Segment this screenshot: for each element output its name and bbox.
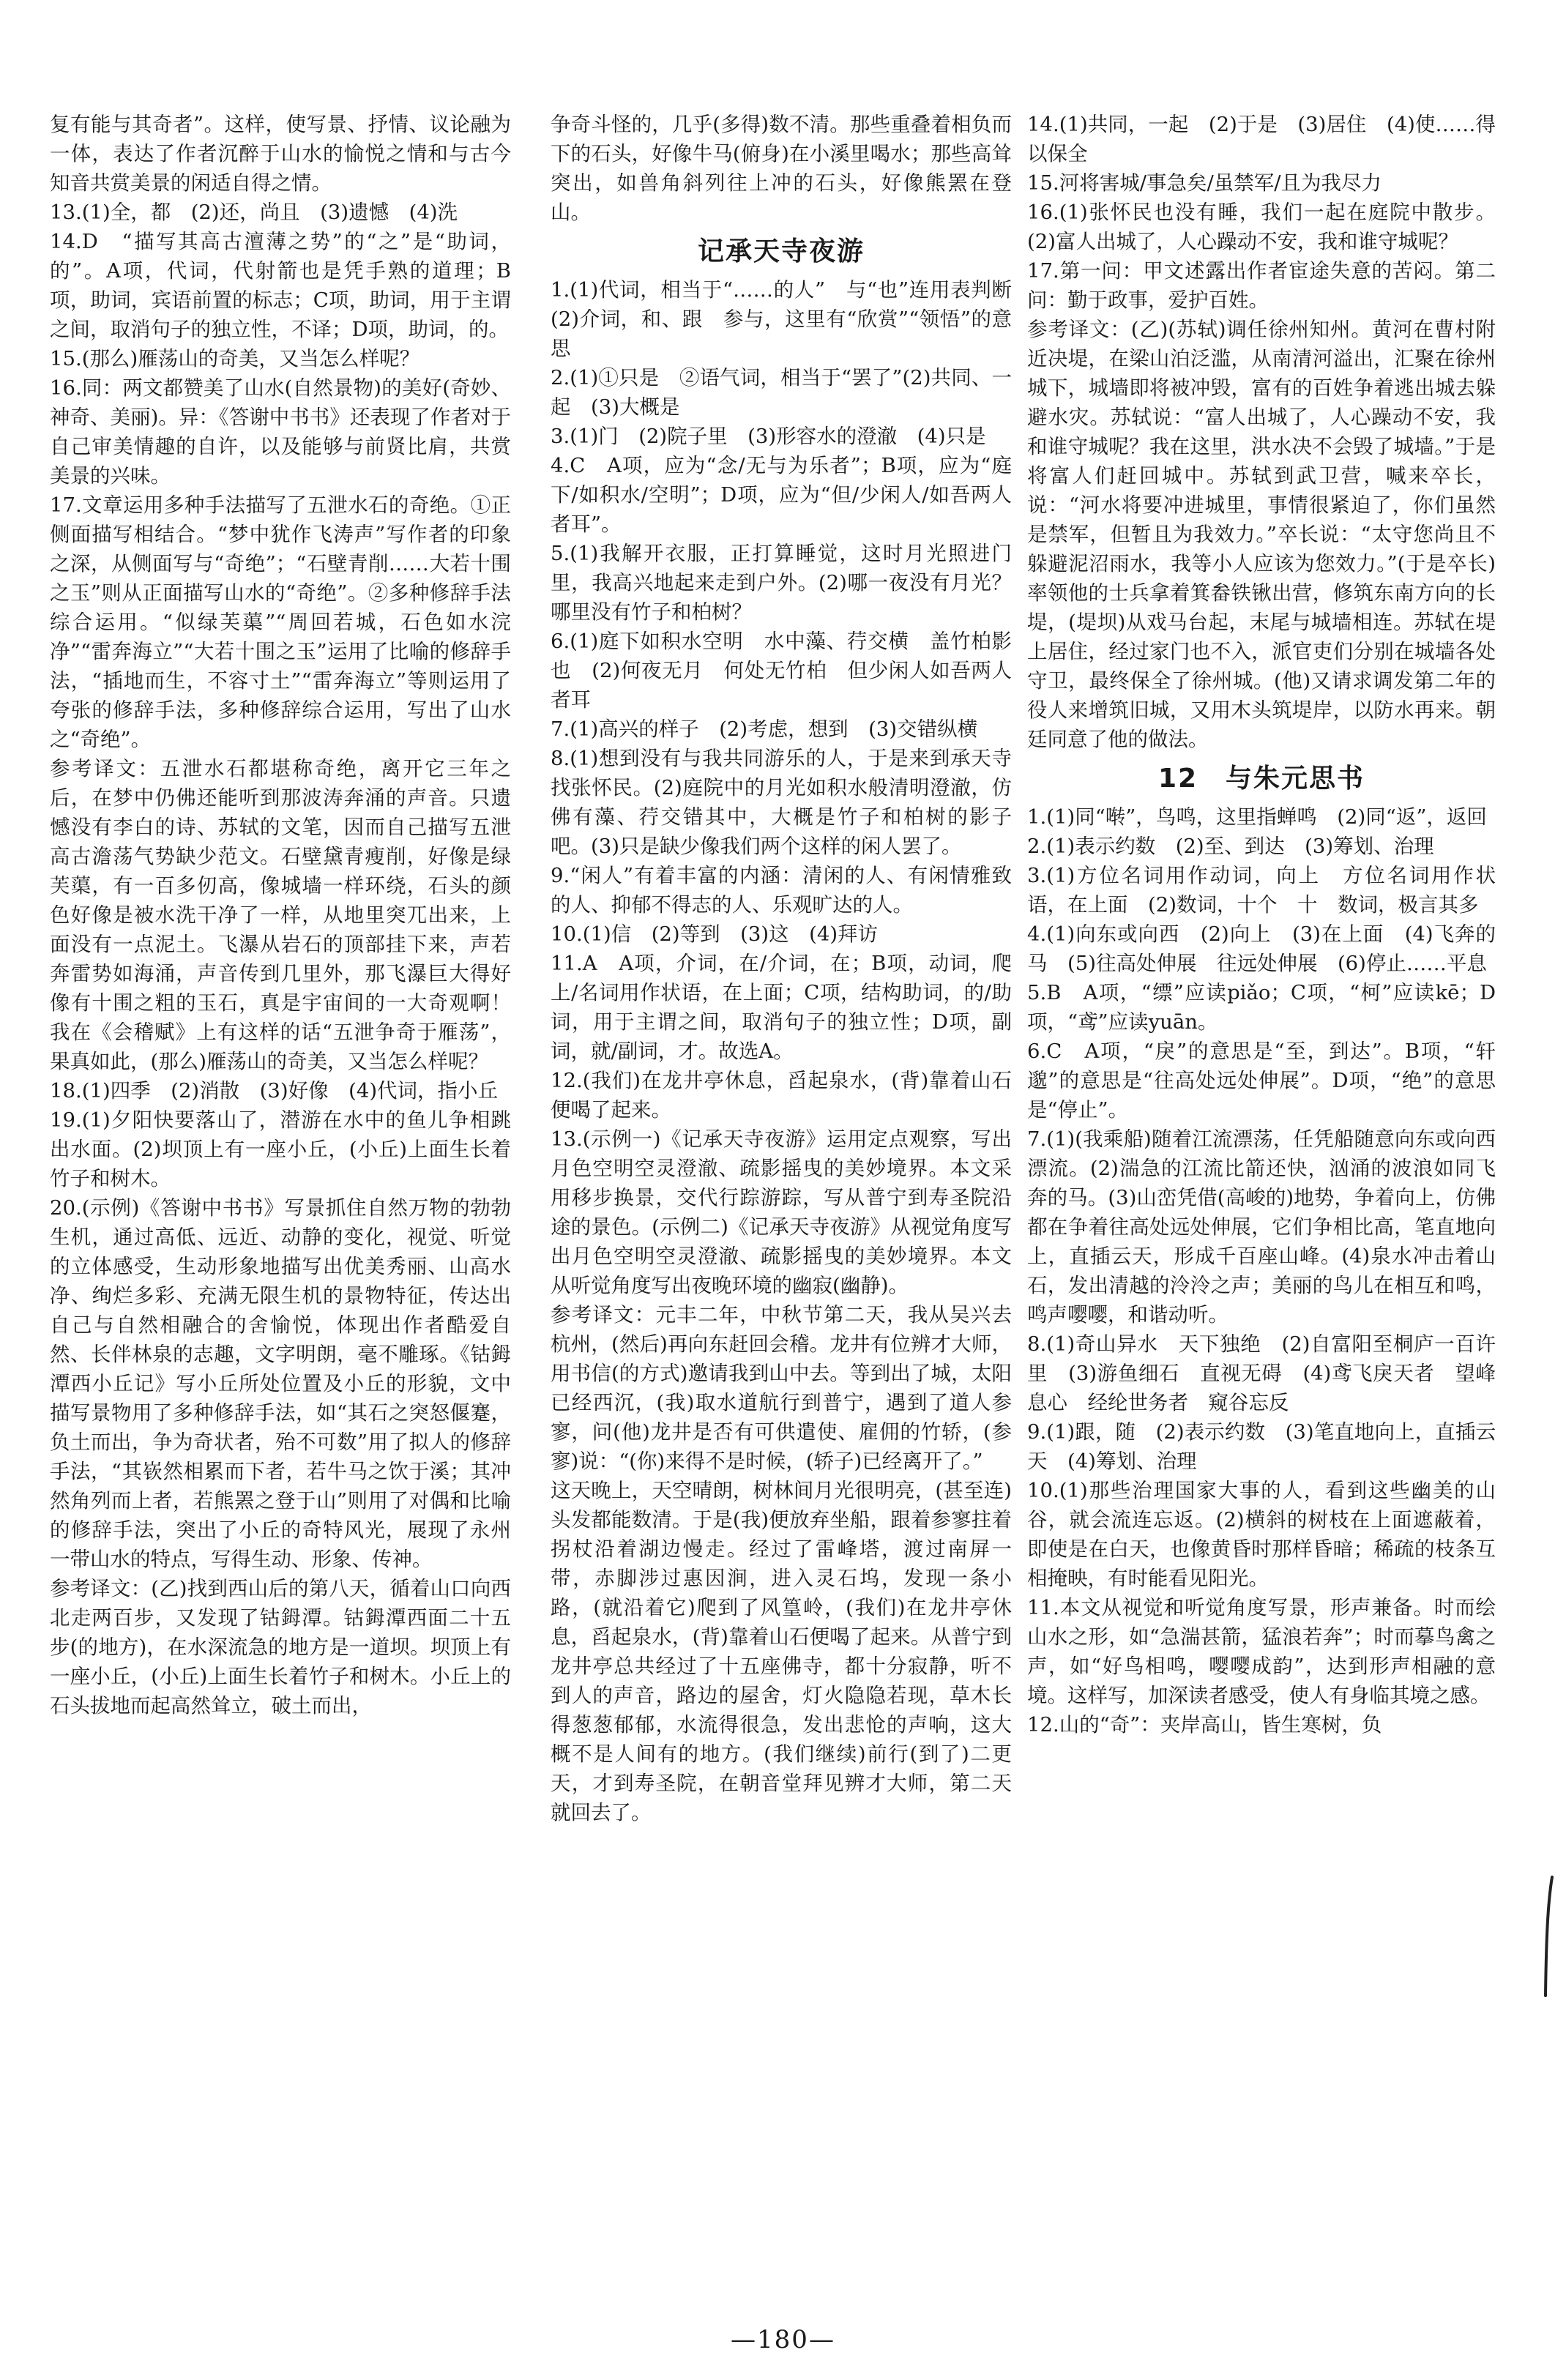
answer-paragraph: 16.同：两文都赞美了山水(自然景物)的美好(奇妙、神奇、美丽)。异：《答谢中书书》还表现了作者对于自己审美情趣的自许，以及能够与前贤比肩，共赏美景的兴味。: [50, 376, 511, 488]
section-heading: 记承天寺夜游: [697, 236, 865, 266]
answer-paragraph: 参考译文：元丰二年，中秋节第二天，我从吴兴去杭州，(然后)再向东赶回会稽。龙井有位辨才大师，用书信(的方式)邀请我到山中去。等到出了城，太阳已经西沉，(我)取水道航行到普宁，遇到了道人参寥，问(他)龙井是否有可供遣使、雇佣的竹轿，(参寥)说：“(你)来得不是时候，(轿子)已经离开了。”: [551, 1303, 1012, 1473]
answer-paragraph: 9.(1)跟，随 (2)表示约数 (3)笔直地向上，直插云天 (4)筹划、治理: [1027, 1420, 1496, 1473]
answer-paragraph: 8.(1)想到没有与我共同游乐的人，于是来到承天寺找张怀民。(2)庭院中的月光如积水般清明澄澈，仿佛有藻、荇交错其中，大概是竹子和柏树的影子吧。(3)只是缺少像我们两个这样的闲人罢了。: [551, 747, 1012, 858]
answer-paragraph: 10.(1)信 (2)等到 (3)这 (4)拜访: [551, 922, 879, 946]
answer-paragraph: 2.(1)①只是 ②语气词，相当于“罢了”(2)共同、一起 (3)大概是: [551, 366, 1012, 419]
answer-paragraph: 8.(1)奇山异水 天下独绝 (2)自富阳至桐庐一百许里 (3)游鱼细石 直视无碍 (4)鸢飞戾天者 望峰息心 经纶世务者 窥谷忘反: [1027, 1332, 1496, 1414]
section-heading: 12 与朱元思书: [1157, 764, 1365, 794]
answer-paragraph: 16.(1)张怀民也没有睡，我们一起在庭院中散步。(2)富人出城了，人心躁动不安，我和谁守城呢？: [1027, 201, 1496, 253]
answer-paragraph: 17.第一问：甲文述露出作者宦途失意的苦闷。第二问：勤于政事，爱护百姓。: [1027, 259, 1496, 312]
answer-paragraph: 4.C A项，应为“念/无与为乐者”；B项，应为“庭下/如积水/空明”；D项，应为“但/少闲人/如吾两人者耳”。: [551, 454, 1012, 536]
answer-paragraph: 13.(示例一)《记承天寺夜游》运用定点观察，写出月色空明空灵澄澈、疏影摇曳的美妙境界。本文采用移步换景，交代行踪游踪，写从普宁到寿圣院沿途的景色。(示例二)《记承天寺夜游》从视觉角度写出月色空明空灵澄澈、疏影摇曳的美妙境界。本文从听觉角度写出夜晚环境的幽寂(幽静)。: [551, 1127, 1012, 1297]
answer-paragraph: 5.B A项，“缥”应读piǎo；C项，“柯”应读kē；D项，“鸢”应读yuān。: [1027, 981, 1496, 1034]
answer-paragraph: 6.(1)庭下如积水空明 水中藻、荇交横 盖竹柏影也 (2)何夜无月 何处无竹柏 但少闲人如吾两人者耳: [551, 630, 1012, 712]
answer-paragraph: 12.山的“奇”：夹岸高山，皆生寒树，负: [1027, 1713, 1382, 1736]
answer-paragraph: 这天晚上，天空晴朗，树林间月光很明亮，(甚至连)头发都能数清。于是(我)便放弃坐船，跟着参寥拄着拐杖沿着湖边慢走。经过了雷峰塔，渡过南屏一带，赤脚涉过惠因涧，进入灵石坞，发现一条小路，(就沿着它)爬到了风篁岭，(我们)在龙井亭休息，舀起泉水，(背)靠着山石便喝了起来。从普宁到龙井亭总共经过了十五座佛寺，都十分寂静，听不到人的声音，路边的屋舍，灯火隐隐若现，草木长得葱葱郁郁，水流得很急，发出悲怆的声响，这大概不是人间有的地方。(我们继续)前行(到了)二更天，才到寿圣院，在朝音堂拜见辨才大师，第二天就回去了。: [551, 1479, 1012, 1824]
pen-mark: [1543, 1874, 1555, 1999]
answer-paragraph: 参考译文：(乙)找到西山后的第八天，循着山口向西北走两百步，又发现了钴鉧潭。钴鉧潭西面二十五步(的地方)，在水深流急的地方是一道坝。坝顶上有一座小丘，(小丘)上面生长着竹子和树木。小丘上的石头拔地而起高然耸立，破土而出，: [50, 1577, 511, 1717]
answer-paragraph: 参考译文：(乙)(苏轼)调任徐州知州。黄河在曹村附近决堤，在梁山泊泛滥，从南清河溢出，汇聚在徐州城下，城墙即将被冲毁，富有的百姓争着逃出城去躲避水灾。苏轼说：“富人出城了，人心躁动不安，我和谁守城呢？我在这里，洪水决不会毁了城墙。”于是将富人们赶回城中。苏轼到武卫营，喊来卒长，说：“河水将要冲进城里，事情很紧迫了，你们虽然是禁军，但暂且为我效力。”卒长说：“太守您尚且不躲避泥沼雨水，我等小人应该为您效力。”(于是卒长)率领他的士兵拿着箕畚铁锹出营，修筑东南方向的长堤，(堤坝)从戏马台起，末尾与城墙相连。苏轼在堤上居住，经过家门也不入，派官吏们分别在城墙各处守卫，最终保全了徐州城。(他)又请求调发第二年的役人来增筑旧城，又用木头筑堤岸，以防水再来。朝廷同意了他的做法。: [1027, 318, 1496, 751]
answer-paragraph: 6.C A项，“戾”的意思是“至，到达”。B项，“轩邈”的意思是“往高处远处伸展”。D项，“绝”的意思是“停止”。: [1027, 1040, 1496, 1122]
answer-paragraph: 4.(1)向东或向西 (2)向上 (3)在上面 (4)飞奔的马 (5)往高处伸展 往远处伸展 (6)停止……平息: [1027, 922, 1496, 975]
answer-paragraph: 9.“闲人”有着丰富的内涵：清闲的人、有闲情雅致的人、抑郁不得志的人、乐观旷达的人。: [551, 864, 1012, 917]
answer-paragraph: 13.(1)全，都 (2)还，尚且 (3)遗憾 (4)洗: [50, 201, 458, 224]
answer-paragraph: 12.(我们)在龙井亭休息，舀起泉水，(背)靠着山石便喝了起来。: [551, 1069, 1012, 1122]
answer-paragraph: 14.D “描写其高古澶薄之势”的“之”是“助词，的”。A项，代词，代射箭也是凭手熟的道理；B项，助词，宾语前置的标志；C项，助词，用于主谓之间，取消句子的独立性，不译；D项，助词，的。: [50, 230, 511, 341]
answer-paragraph: 3.(1)门 (2)院子里 (3)形容水的澄澈 (4)只是: [551, 425, 986, 448]
answer-paragraph: 14.(1)共同，一起 (2)于是 (3)居住 (4)使……得以保全: [1027, 113, 1496, 165]
page-number: —180—: [731, 2325, 835, 2354]
answer-paragraph: 11.本文从视觉和听觉角度写景，形声兼备。时而绘山水之形，如“急湍甚箭，猛浪若奔”；时而摹鸟禽之声，如“好鸟相鸣，嘤嘤成韵”，达到形声相融的意境。这样写，加深读者感受，使人有身临其境之感。: [1027, 1596, 1496, 1707]
column-middle: [551, 110, 1032, 2269]
column-left: [50, 110, 511, 2269]
answer-paragraph: 11.A A项，介词，在/介词，在；B项，动词，爬上/名词用作状语，在上面；C项，结构助词，的/助词，用于主谓之间，取消句子的独立性；D项，副词，就/副词，才。故选A。: [551, 952, 1012, 1063]
answer-paragraph: 17.文章运用多种手法描写了五泄水石的奇绝。①正侧面描写相结合。“梦中犹作飞涛声”写作者的印象之深，从侧面写与“奇绝”；“石壁青削……大若十围之玉”则从正面描写山水的“奇绝”。②多种修辞手法综合运用。“似绿芙蕖”“周回若城，石色如水浣净”“雷奔海立”“大若十围之玉”运用了比喻的修辞手法，“插地而生，不容寸土”“雷奔海立”等则运用了夸张的修辞手法，多种修辞综合运用，写出了山水之“奇绝”。: [50, 493, 511, 751]
answer-paragraph: 15.(那么)雁荡山的奇美，又当怎么样呢？: [50, 347, 420, 370]
answer-paragraph: 19.(1)夕阳快要落山了，潜游在水中的鱼儿争相跳出水面。(2)坝顶上有一座小丘，(小丘)上面生长着竹子和树木。: [50, 1108, 511, 1190]
answer-paragraph: 复有能与其奇者”。这样，使写景、抒情、议论融为一体，表达了作者沉醉于山水的愉悦之情和与古今知音共赏美景的闲适自得之情。: [50, 113, 511, 195]
answer-paragraph: 10.(1)那些治理国家大事的人，看到这些幽美的山谷，就会流连忘返。(2)横斜的树枝在上面遮蔽着，即使是在白天，也像黄昏时那样昏暗；稀疏的枝条互相掩映，有时能看见阳光。: [1027, 1479, 1496, 1590]
answer-paragraph: 2.(1)表示约数 (2)至、到达 (3)筹划、治理: [1027, 835, 1434, 858]
answer-paragraph: 参考译文：五泄水石都堪称奇绝，离开它三年之后，在梦中仍佛还能听到那波涛奔涌的声音。只遗憾没有李白的诗、苏轼的文笔，因而自己描写五泄高古澹荡气势缺少范文。石壁黛青瘦削，好像是绿芙蕖，有一百多仞高，像城墙一样环绕，石头的颜色好像是被水洗干净了一样，从地里突兀出来，上面没有一点泥土。飞瀑从岩石的顶部挂下来，声若奔雷势如海涌，声音传到几里外，那飞瀑巨大得好像有十围之粗的玉石，真是宇宙间的一大奇观啊！我在《会稽赋》上有这样的话“五泄争奇于雁荡”，果真如此，(那么)雁荡山的奇美，又当怎么样呢？: [50, 757, 511, 1073]
answer-paragraph: 7.(1)(我乘船)随着江流漂荡，任凭船随意向东或向西漂流。(2)湍急的江流比箭还快，汹涌的波浪如同飞奔的马。(3)山峦凭借(高峻的)地势，争着向上，仿佛都在争着往高处远处伸展，它们争相比高，笔直地向上，直插云天，形成千百座山峰。(4)泉水冲击着山石，发出清越的泠泠之声；美丽的鸟儿在相互和鸣，鸣声嘤嘤，和谐动听。: [1027, 1127, 1496, 1327]
answer-paragraph: 1.(1)代词，相当于“……的人” 与“也”连用表判断 (2)介词，和、跟 参与，这里有“欣赏”“领悟”的意思: [551, 278, 1032, 360]
answer-paragraph: 争奇斗怪的，几乎(多得)数不清。那些重叠着相负而下的石头，好像牛马(俯身)在小溪里喝水；那些高耸突出，如兽角斜列往上冲的石头，好像熊罴在登山。: [551, 113, 1012, 224]
answer-paragraph: 3.(1)方位名词用作动词，向上 方位名词用作状语，在上面 (2)数词，十个 十 数词，极言其多: [1027, 864, 1496, 917]
answer-paragraph: 20.(示例)《答谢中书书》写景抓住自然万物的勃勃生机，通过高低、远近、动静的变化，视觉、听觉的立体感受，生动形象地描写出优美秀丽、山高水净、绚烂多彩、充满无限生机的景物特征，传达出自己与自然相融合的舍愉悦，体现出作者酷爱自然、长伴林泉的志趣，文字明朗，毫不雕琢。《钴鉧潭西小丘记》写小丘所处位置及小丘的形貌，文中描写景物用了多种修辞手法，如“其石之突怒偃蹇，负土而出，争为奇状者，殆不可数”用了拟人的修辞手法，“其嵚然相累而下者，若牛马之饮于溪；其冲然角列而上者，若熊罴之登于山”则用了对偶和比喻的修辞手法，突出了小丘的奇特风光，展现了永州一带山水的特点，写得生动、形象、传神。: [50, 1196, 511, 1571]
answer-paragraph: 5.(1)我解开衣服，正打算睡觉，这时月光照进门里，我高兴地起来走到户外。(2)哪一夜没有月光？哪里没有竹子和柏树？: [551, 542, 1012, 624]
answer-paragraph: 18.(1)四季 (2)消散 (3)好像 (4)代词，指小丘: [50, 1079, 499, 1103]
answer-paragraph: 7.(1)高兴的样子 (2)考虑，想到 (3)交错纵横: [551, 717, 978, 741]
answer-paragraph: 15.河将害城/事急矣/虽禁军/且为我尽力: [1027, 171, 1382, 195]
column-right: [1027, 110, 1496, 2269]
answer-paragraph: 1.(1)同“啭”，鸟鸣，这里指蝉鸣 (2)同“返”，返回: [1027, 805, 1487, 829]
